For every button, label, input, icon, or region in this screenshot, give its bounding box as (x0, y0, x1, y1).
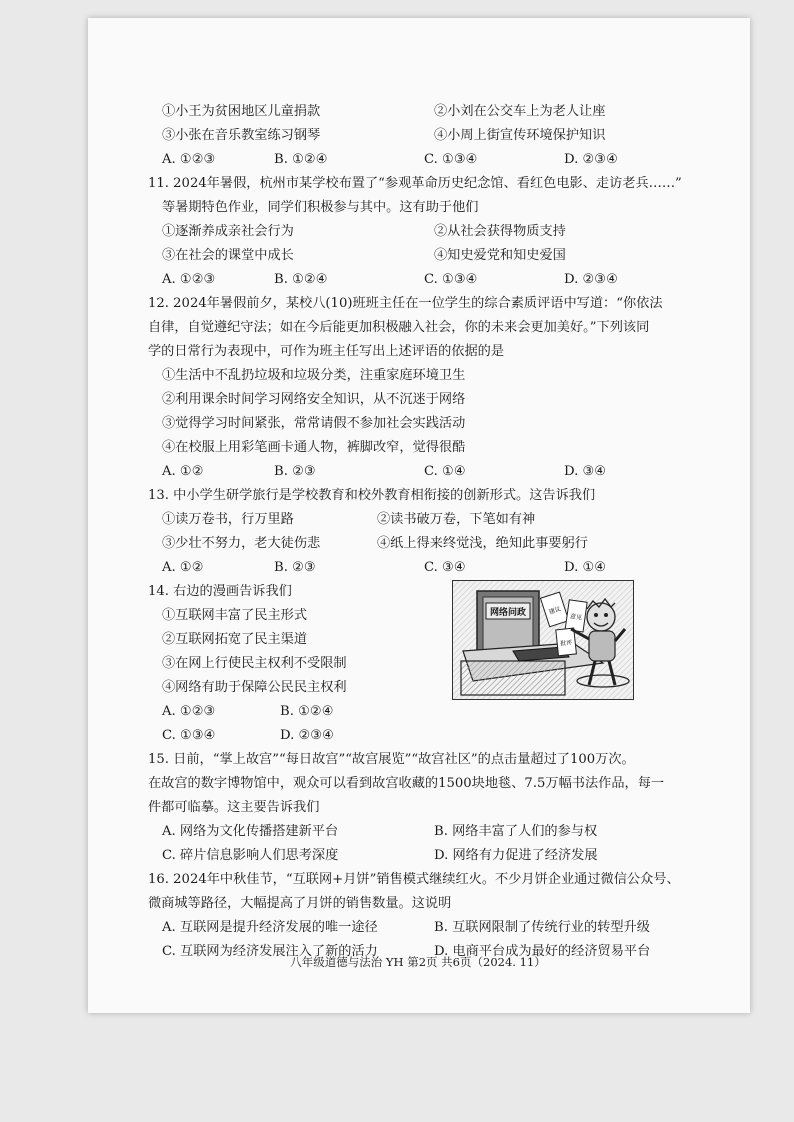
q12-choices (148, 460, 708, 484)
page-content (148, 100, 708, 964)
q13-choice-d: D. ①④ (564, 560, 607, 575)
q15-options-row2 (148, 844, 708, 868)
q13-options-row2 (148, 532, 708, 556)
q15-choice-a: A. 网络为文化传播搭建新平台 (162, 824, 339, 839)
q11-stem-line1: 11. 2024年暑假，杭州市某学校布置了“参观革命历史纪念馆、看红色电影、走访老兵……” (148, 176, 682, 191)
q14-choices-row1 (148, 700, 708, 724)
q16-choice-a: A. 互联网是提升经济发展的唯一途径 (162, 920, 378, 935)
page-footer: 八年级道德与法治 YH 第2页 共6页（2024. 11） (290, 955, 546, 969)
q14-block (148, 580, 708, 748)
q10-choice-d: D. ②③④ (564, 152, 618, 167)
q13-option-3: ③少壮不努力，老大徒伤悲 (162, 536, 321, 551)
q10-choice-b: B. ①②④ (274, 152, 328, 167)
q14-item-1: ①互联网丰富了民主形式 (162, 608, 308, 623)
q14-item-4: ④网络有助于保障公民民主权利 (162, 680, 347, 695)
cartoon-drawing (453, 581, 633, 699)
q11-options-row1 (148, 220, 708, 244)
q10-choices (148, 148, 708, 172)
q13-options-row1 (148, 508, 708, 532)
q12-choice-b: B. ②③ (274, 464, 316, 479)
q11-option-3: ③在社会的课堂中成长 (162, 248, 294, 263)
q13-choices (148, 556, 708, 580)
q13-choice-c: C. ③④ (424, 560, 466, 575)
person-body (589, 631, 615, 661)
q12-stem-line2: 自律，自觉遵纪守法；如在今后能更加积极融入社会，你的未来会更加美好。”下列该同 (148, 320, 650, 335)
q16-choice-d: D. 电商平台成为最好的经济贸易平台 (434, 944, 651, 959)
q15-options-row1 (148, 820, 708, 844)
q11-choice-b: B. ①②④ (274, 272, 328, 287)
q12-item-1: ①生活中不乱扔垃圾和垃圾分类，注重家庭环境卫生 (162, 368, 466, 383)
paper-text-2: 意见 (569, 613, 583, 622)
q10-option-3: ③小张在音乐教室练习钢琴 (162, 128, 321, 143)
q10-options-row2 (148, 124, 708, 148)
q15-choice-c: C. 碎片信息影响人们思考深度 (162, 848, 339, 863)
q10-options-row1 (148, 100, 708, 124)
q11-stem-line2: 等暑期特色作业，同学们积极参与其中。这有助于他们 (162, 200, 479, 215)
q12-stem-line3: 学的日常行为表现中，可作为班主任写出上述评语的依据的是 (148, 344, 505, 359)
q15-stem-line3: 件都可临摹。这主要告诉我们 (148, 800, 320, 815)
q16-options-row1 (148, 916, 708, 940)
q14-choice-a: A. ①②③ (162, 704, 216, 719)
q12-choice-c: C. ①④ (424, 464, 466, 479)
q11-choice-a: A. ①②③ (162, 272, 216, 287)
q13-choice-a: A. ①② (162, 560, 204, 575)
q11-option-4: ④知史爱党和知史爱国 (434, 248, 566, 263)
q10-choice-c: C. ①③④ (424, 152, 478, 167)
q16-stem-line2: 微商城等路径，大幅提高了月饼的销售数量。这说明 (148, 896, 452, 911)
q11-choice-c: C. ①③④ (424, 272, 478, 287)
q15-choice-b: B. 网络丰富了人们的参与权 (434, 824, 598, 839)
paper-text-3: 批评 (559, 639, 573, 648)
q14-choice-c: C. ①③④ (162, 728, 216, 743)
q11-choices (148, 268, 708, 292)
q14-choice-b: B. ①②④ (280, 704, 334, 719)
q13-choice-b: B. ②③ (274, 560, 316, 575)
q12-choice-a: A. ①② (162, 464, 204, 479)
exam-page (88, 18, 750, 1013)
q14-item-3: ③在网上行使民主权利不受限制 (162, 656, 347, 671)
q12-item-2: ②利用课余时间学习网络安全知识，从不沉迷于网络 (162, 392, 466, 407)
q10-option-1: ①小王为贫困地区儿童捐款 (162, 104, 321, 119)
cartoon-illustration (452, 580, 634, 700)
q12-stem-line1: 12. 2024年暑假前夕，某校八(10)班班主任在一位学生的综合素质评语中写道：“你依法 (148, 296, 663, 311)
q10-option-4: ④小周上街宣传环境保护知识 (434, 128, 606, 143)
q11-choice-d: D. ②③④ (564, 272, 618, 287)
paper-text-1: 建议 (548, 605, 562, 617)
q16-choice-c: C. 互联网为经济发展注入了新的活力 (162, 944, 378, 959)
q13-stem: 13. 中小学生研学旅行是学校教育和校外教育相衔接的创新形式。这告诉我们 (148, 488, 596, 503)
q14-stem: 14. 右边的漫画告诉我们 (148, 584, 292, 599)
q11-options-row2 (148, 244, 708, 268)
q15-choice-d: D. 网络有力促进了经济发展 (434, 848, 598, 863)
q10-choice-a: A. ①②③ (162, 152, 216, 167)
q15-stem-line2: 在故宫的数字博物馆中，观众可以看到故宫收藏的1500块地毯、7.5万幅书法作品，每一 (148, 776, 665, 791)
q12-choice-d: D. ③④ (564, 464, 607, 479)
q12-item-3: ③觉得学习时间紧张，常常请假不参加社会实践活动 (162, 416, 466, 431)
q11-option-1: ①逐渐养成亲社会行为 (162, 224, 294, 239)
q14-item-2: ②互联网拓宽了民主渠道 (162, 632, 308, 647)
q15-stem-line1: 15. 日前，“掌上故宫”“每日故宫”“故宫展览”“故宫社区”的点击量超过了100万次。 (148, 752, 635, 767)
q10-option-2: ②小刘在公交车上为老人让座 (434, 104, 606, 119)
q12-item-4: ④在校服上用彩笔画卡通人物，裤脚改窄，觉得很酷 (162, 440, 466, 455)
q13-option-4: ④纸上得来终觉浅，绝知此事要躬行 (377, 536, 588, 551)
q16-stem-line1: 16. 2024年中秋佳节，“互联网+月饼”销售模式继续红火。不少月饼企业通过微信公众号、 (148, 872, 680, 887)
cartoon-sign-text: 网络问政 (489, 608, 527, 618)
q14-choices-row2 (148, 724, 708, 748)
q13-option-2: ②读书破万卷，下笔如有神 (377, 512, 536, 527)
q13-option-1: ①读万卷书，行万里路 (162, 512, 294, 527)
q16-choice-b: B. 互联网限制了传统行业的转型升级 (434, 920, 650, 935)
q11-option-2: ②从社会获得物质支持 (434, 224, 566, 239)
q14-choice-d: D. ②③④ (280, 728, 334, 743)
